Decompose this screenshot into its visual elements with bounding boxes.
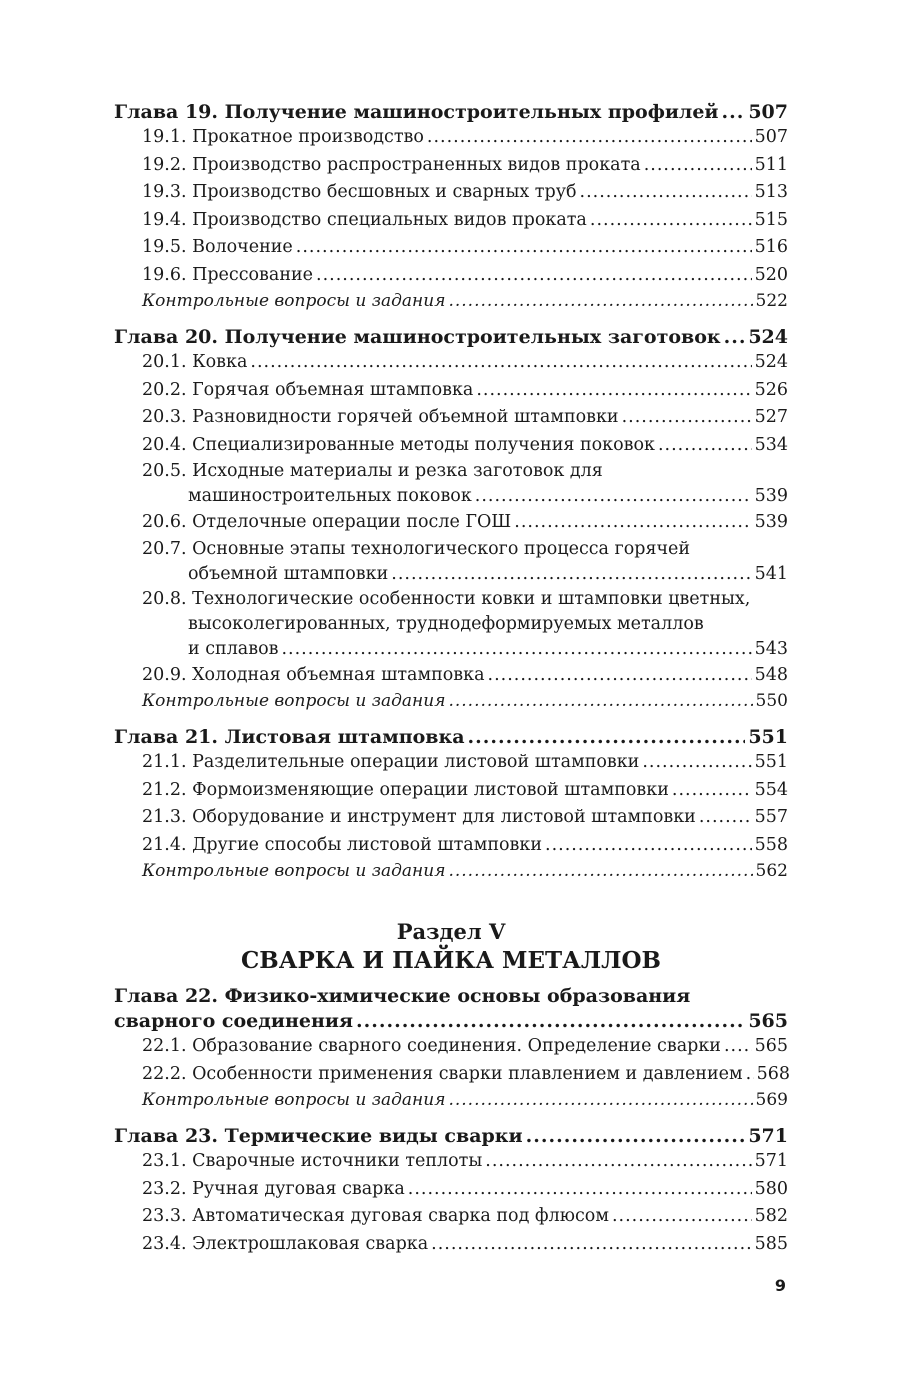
section-entry: 22.2. Особенности применения сварки плавлением и давлением ..... 568 <box>114 1061 788 1089</box>
section-entry: 23.4. Электрошлаковая сварка ..... 585 <box>114 1231 788 1259</box>
part-title: СВАРКА И ПАЙКА МЕТАЛЛОВ <box>240 947 661 974</box>
section-entry: 23.3. Автоматическая дуговая сварка под флюсом ..... 582 <box>114 1203 788 1231</box>
section-entry: 20.1. Ковка ..... 524 <box>114 349 788 377</box>
section-entry: 22.1. Образование сварного соединения. Определение сварки ..... 565 <box>114 1033 788 1061</box>
section-entry-multiline: 20.5. Исходные материалы и резка заготовок для машиностроительных поковок ..... 539 <box>114 459 788 509</box>
control-questions-entry: Контрольные вопросы и задания ..... 522 <box>114 289 788 313</box>
chapter-heading: Глава 21. Листовая штамповка ..... 551 <box>114 725 788 749</box>
section-entry: 21.3. Оборудование и инструмент для листовой штамповки ..... 557 <box>114 804 788 832</box>
section-entry: 20.4. Специализированные методы получения поковок ..... 534 <box>114 432 788 460</box>
section-entry: 21.1. Разделительные операции листовой штамповки ..... 551 <box>114 749 788 777</box>
section-entry: 20.9. Холодная объемная штамповка ..... 548 <box>114 662 788 690</box>
control-questions-entry: Контрольные вопросы и задания ..... 569 <box>114 1088 788 1112</box>
section-entry-multiline: 20.8. Технологические особенности ковки и штамповки цветных, высоколегированных, труднодеформируемых металлов и сплавов ..... 543 <box>114 587 788 662</box>
section-entry: 19.2. Производство распространенных видов проката ..... 511 <box>114 152 788 180</box>
section-entry-multiline: 20.7. Основные этапы технологического процесса горячей объемной штамповки ..... 541 <box>114 537 788 587</box>
part-label: Раздел V <box>396 919 506 944</box>
section-entry: 20.3. Разновидности горячей объемной штамповки ..... 527 <box>114 404 788 432</box>
section-entry: 21.4. Другие способы листовой штамповки ..... 558 <box>114 832 788 860</box>
section-entry: 19.1. Прокатное производство ..... 507 <box>114 124 788 152</box>
control-questions-entry: Контрольные вопросы и задания ..... 550 <box>114 689 788 713</box>
table-of-contents <box>114 100 791 1258</box>
section-entry: 20.2. Горячая объемная штамповка ..... 526 <box>114 377 788 405</box>
page-number: 9 <box>774 1276 786 1295</box>
section-entry: 20.6. Отделочные операции после ГОШ ..... 539 <box>114 509 788 537</box>
chapter-heading-multiline: Глава 22. Физико-химические основы образования сварного соединения ..... 565 <box>114 983 788 1033</box>
chapter-heading: Глава 20. Получение машиностроительных заготовок ..... 524 <box>114 325 788 349</box>
control-questions-entry: Контрольные вопросы и задания ..... 562 <box>114 859 788 883</box>
section-entry: 19.5. Волочение ..... 516 <box>114 234 788 262</box>
chapter-heading: Глава 19. Получение машиностроительных профилей ..... 507 <box>114 100 788 124</box>
section-entry: 19.4. Производство специальных видов проката ..... 515 <box>114 207 788 235</box>
section-entry: 19.6. Прессование ..... 520 <box>114 262 788 290</box>
section-entry: 23.2. Ручная дуговая сварка ..... 580 <box>114 1176 788 1204</box>
section-entry: 23.1. Сварочные источники теплоты ..... 571 <box>114 1148 788 1176</box>
section-entry: 21.2. Формоизменяющие операции листовой штамповки ..... 554 <box>114 777 788 805</box>
chapter-heading: Глава 23. Термические виды сварки ..... 571 <box>114 1124 788 1148</box>
section-entry: 19.3. Производство бесшовных и сварных труб ..... 513 <box>114 179 788 207</box>
